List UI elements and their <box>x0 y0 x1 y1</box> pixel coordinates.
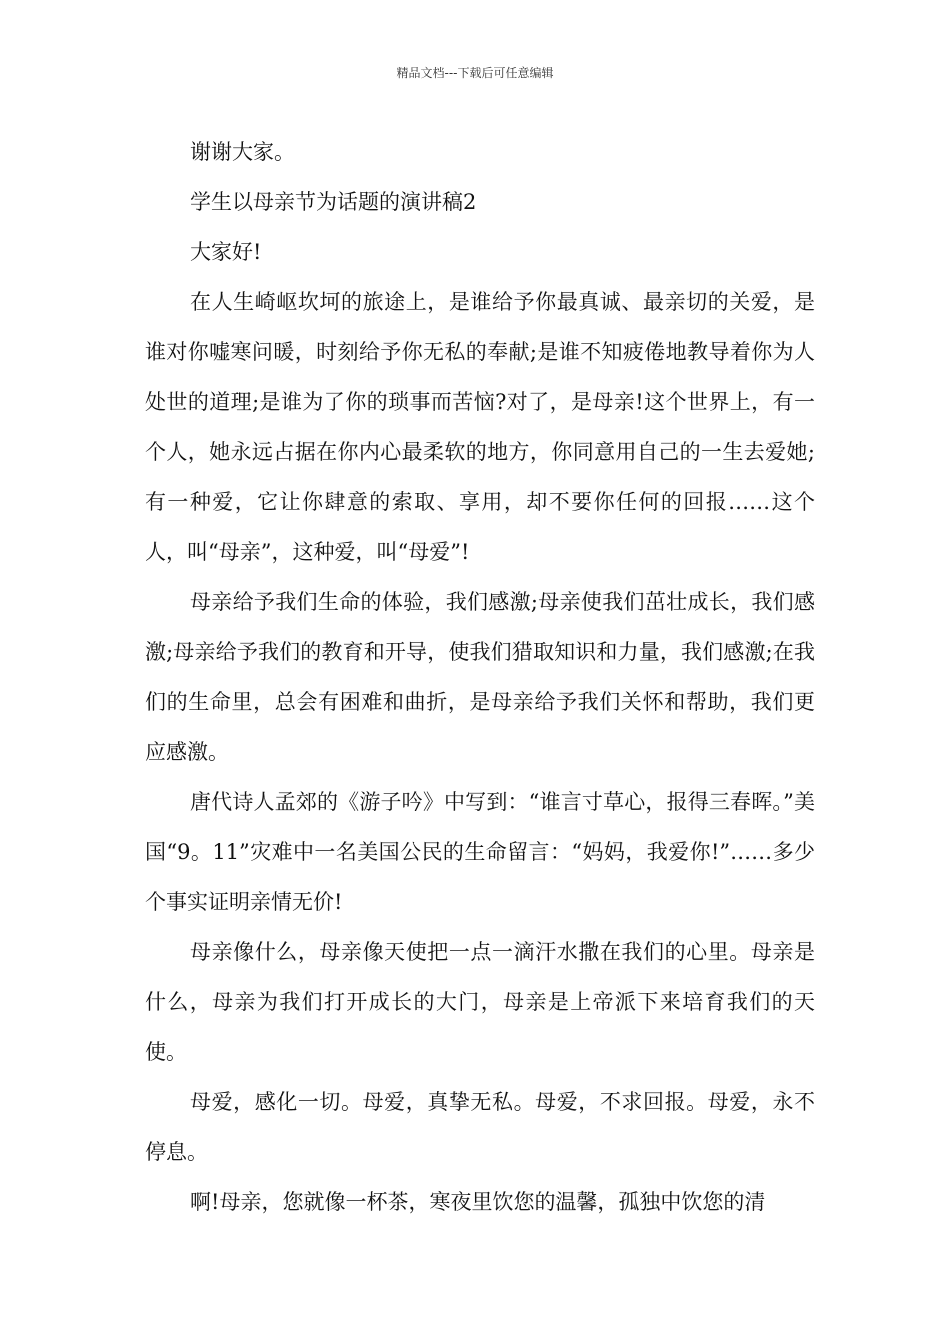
paragraph-greeting: 大家好! <box>190 240 262 264</box>
document-body <box>145 127 815 1227</box>
paragraph-mother-tea: 啊!母亲，您就像一杯茶，寒夜里饮您的温馨，孤独中饮您的清 <box>190 1190 766 1214</box>
paragraph-closing-thanks: 谢谢大家。 <box>190 140 295 164</box>
page-header: 精品文档---下载后可任意编辑 <box>396 66 554 80</box>
speech-title: 学生以母亲节为话题的演讲稿2 <box>190 190 477 214</box>
paragraph-gratitude: 母亲给予我们生命的体验，我们感激;母亲使我们茁壮成长，我们感激;母亲给予我们的教育和开导，使我们猎取知识和力量，我们感激;在我们的生命里，总会有困难和曲折，是母亲给予我们关怀和帮助，我们更应感激。 <box>145 590 815 764</box>
paragraph-poem-quote: 唐代诗人孟郊的《游子吟》中写到：“谁言寸草心，报得三春晖。”美国“9。11”灾难中一名美国公民的生命留言：“妈妈，我爱你!”……多少个事实证明亲情无价! <box>145 790 815 914</box>
paragraph-mother-angel: 母亲像什么，母亲像天使把一点一滴汗水撒在我们的心里。母亲是什么，母亲为我们打开成长的大门，母亲是上帝派下来培育我们的天使。 <box>145 940 815 1064</box>
paragraph-mother-love: 母爱，感化一切。母爱，真挚无私。母爱，不求回报。母爱，永不停息。 <box>145 1090 815 1164</box>
paragraph-intro: 在人生崎岖坎坷的旅途上，是谁给予你最真诚、最亲切的关爱，是谁对你嘘寒问暖，时刻给予你无私的奉献;是谁不知疲倦地教导着你为人处世的道理;是谁为了你的琐事而苦恼?对了，是母亲!这个世界上，有一个人，她永远占据在你内心最柔软的地方，你同意用自己的一生去爱她;有一种爱，它让你肆意的索取、享用，却不要你任何的回报……这个人，叫“母亲”，这种爱，叫“母爱”! <box>145 290 815 564</box>
